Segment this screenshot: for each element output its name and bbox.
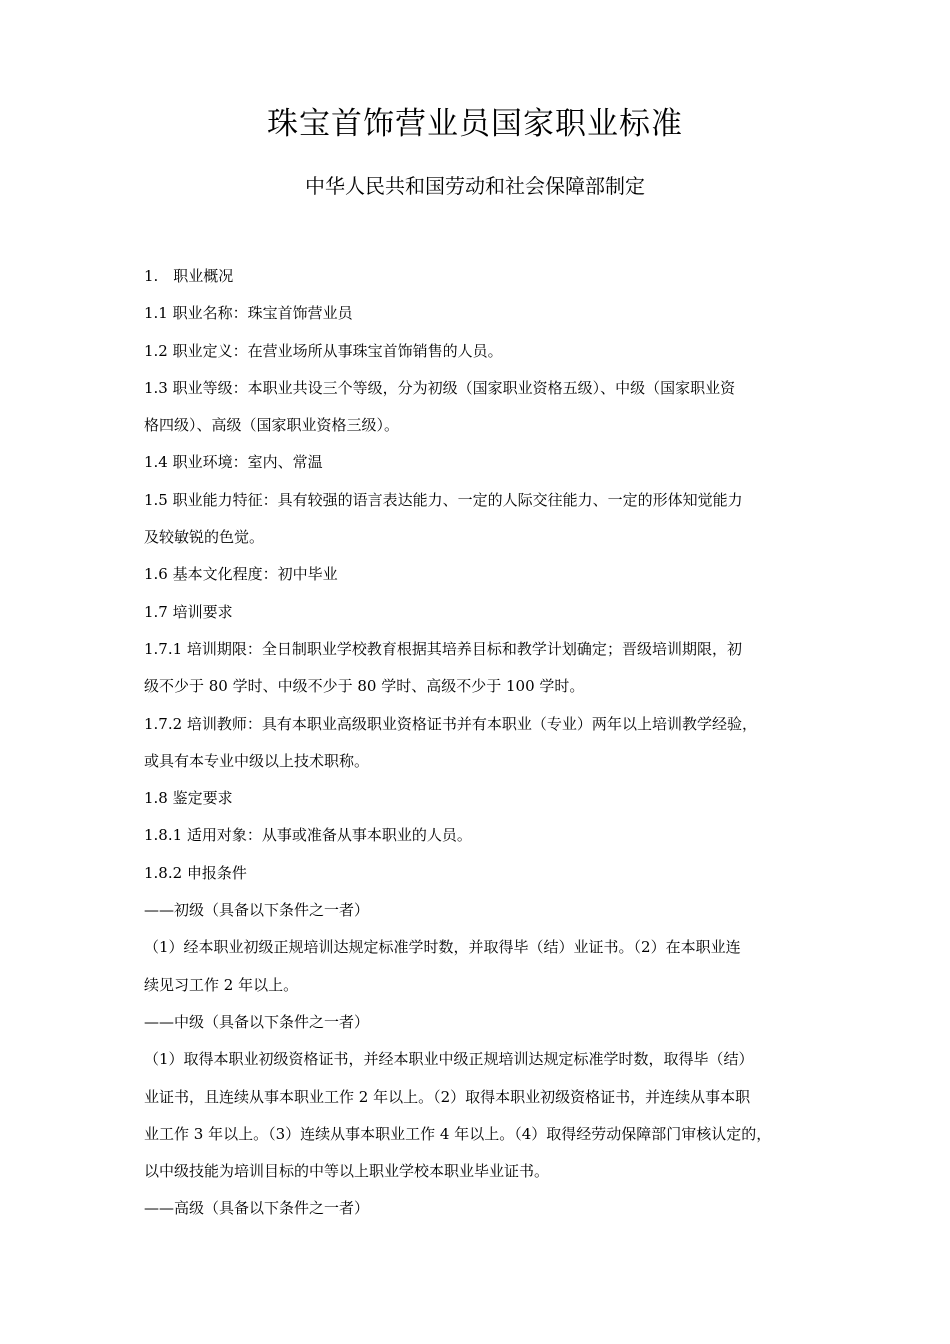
text-line: 1.7.1 培训期限：全日制职业学校教育根据其培养目标和教学计划确定；晋级培训期限，初: [144, 639, 742, 658]
text-line: 续见习工作 2 年以上。: [144, 975, 299, 994]
text-line: 1.6 基本文化程度：初中毕业: [144, 565, 338, 584]
text-line: 级不少于 80 学时、中级不少于 80 学时、高级不少于 100 学时。: [144, 677, 585, 696]
text-line: ——高级（具备以下条件之一者）: [144, 1199, 370, 1218]
text-line: 1.8.1 适用对象：从事或准备从事本职业的人员。: [144, 826, 472, 845]
text-line: 1.2 职业定义：在营业场所从事珠宝首饰销售的人员。: [144, 341, 503, 360]
text-line: ——初级（具备以下条件之一者）: [144, 901, 370, 920]
text-line: 或具有本专业中级以上技术职称。: [144, 751, 370, 770]
text-line: ——中级（具备以下条件之一者）: [144, 1012, 370, 1031]
document-body: [144, 258, 808, 1228]
text-line: 1.7 培训要求: [144, 602, 233, 621]
text-line: （1）取得本职业初级资格证书，并经本职业中级正规培训达规定标准学时数，取得毕（结）: [144, 1050, 754, 1069]
text-line: 1.7.2 培训教师：具有本职业高级职业资格证书并有本职业（专业）两年以上培训教学经验，: [144, 714, 757, 733]
text-line: 格四级）、高级（国家职业资格三级）。: [144, 416, 400, 435]
text-line: 1. 职业概况: [144, 267, 234, 285]
text-line: 1.8 鉴定要求: [144, 789, 233, 808]
document-subtitle: 中华人民共和国劳动和社会保障部制定: [305, 174, 645, 198]
text-line: 1.1 职业名称：珠宝首饰营业员: [144, 304, 353, 323]
text-line: 及较敏锐的色觉。: [144, 528, 265, 547]
text-line: 1.3 职业等级：本职业共设三个等级，分为初级（国家职业资格五级）、中级（国家职业资: [144, 378, 736, 397]
text-line: 1.5 职业能力特征：具有较强的语言表达能力、一定的人际交往能力、一定的形体知觉能力: [144, 490, 743, 509]
document-title: 珠宝首饰营业员国家职业标准: [267, 106, 683, 142]
text-line: （1）经本职业初级正规培训达规定标准学时数，并取得毕（结）业证书。（2）在本职业连: [144, 938, 741, 957]
text-line: 业工作 3 年以上。（3）连续从事本职业工作 4 年以上。（4）取得经劳动保障部门审核认定的，: [144, 1124, 772, 1143]
text-line: 业证书，且连续从事本职业工作 2 年以上。（2）取得本职业初级资格证书，并连续从事本职: [144, 1087, 751, 1106]
text-line: 1.4 职业环境：室内、常温: [144, 453, 323, 472]
text-line: 以中级技能为培训目标的中等以上职业学校本职业毕业证书。: [144, 1162, 550, 1181]
text-line: 1.8.2 申报条件: [144, 863, 247, 882]
